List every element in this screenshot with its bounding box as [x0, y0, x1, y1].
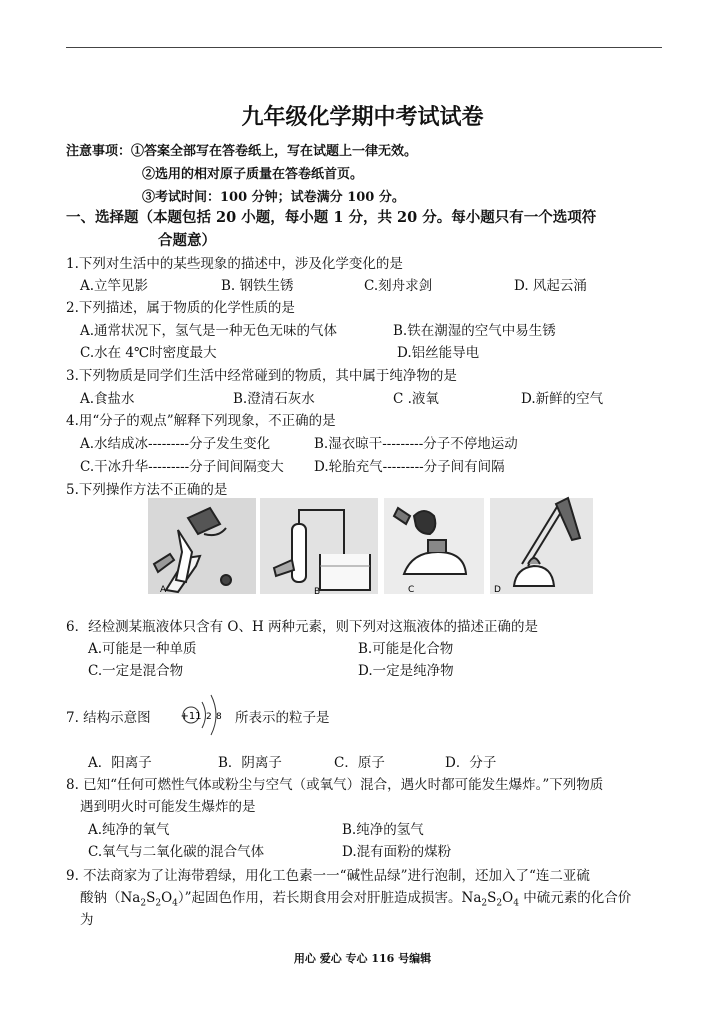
figure-c-label: C — [408, 585, 415, 595]
q6-option-c: C.一定是混合物 — [88, 663, 184, 679]
question-9-end: 为 — [80, 912, 94, 928]
q3-option-b: B.澄清石灰水 — [233, 391, 315, 407]
question-3: 3.下列物质是同学们生活中经常碰到的物质，其中属于纯净物的是 — [66, 368, 457, 384]
q4-option-b: B.湿衣晾干---------分子不停地运动 — [314, 436, 518, 452]
lab-operations-figure — [148, 494, 593, 598]
q7-option-b: B．阴离子 — [218, 755, 282, 771]
top-rule — [66, 47, 662, 48]
q8-option-a: A.纯净的氧气 — [88, 822, 170, 838]
q1-option-a: A.立竿见影 — [80, 278, 149, 294]
notice-line-1: 注意事项：①答案全部写在答卷纸上，写在试题上一律无效。 — [66, 144, 418, 159]
shell-2-electrons: 8 — [216, 712, 222, 722]
q8-option-b: B.纯净的氢气 — [342, 822, 424, 838]
q4-option-c: C.干冰升华---------分子间间隔变大 — [80, 459, 284, 475]
q6-option-b: B.可能是化合物 — [358, 641, 454, 657]
question-2: 2.下列描述，属于物质的化学性质的是 — [66, 300, 295, 316]
question-9: 9. 不法商家为了让海带碧绿，用化工色素一一“碱性品绿”进行泡制，还加入了“连二亚硫 — [66, 868, 590, 884]
q1-option-c: C.刻舟求剑 — [364, 278, 433, 294]
shell-1-electrons: 2 — [206, 712, 212, 722]
question-1: 1.下列对生活中的某些现象的描述中，涉及化学变化的是 — [66, 256, 403, 272]
section-heading-cont: 合题意） — [158, 232, 216, 249]
notice-line-2: ②选用的相对原子质量在答卷纸首页。 — [142, 167, 364, 182]
q3-option-d: D.新鲜的空气 — [521, 391, 604, 407]
question-8: 8. 已知“任何可燃性气体或粉尘与空气（或氧气）混合，遇火时都可能发生爆炸。”下列物质 — [66, 777, 604, 793]
q2-option-a: A.通常状况下，氢气是一种无色无味的气体 — [80, 323, 338, 339]
question-4: 4.用“分子的观点”解释下列现象，不正确的是 — [66, 413, 336, 429]
q3-option-a: A.食盐水 — [80, 391, 135, 407]
figure-d-label: D — [494, 585, 501, 595]
q3-option-c: C .液氧 — [393, 391, 439, 407]
section-heading: 一、选择题（本题包括 20 小题，每小题 1 分，共 20 分。每小题只有一个选项符 — [66, 209, 597, 226]
q2-option-b: B.铁在潮湿的空气中易生锈 — [393, 323, 556, 339]
figure-a-label: A — [160, 585, 167, 595]
page-title: 九年级化学期中考试试卷 — [241, 104, 484, 130]
notice-line-3: ③考试时间：100 分钟；试卷满分 100 分。 — [142, 190, 405, 205]
q7-option-c: C．原子 — [334, 755, 385, 771]
q1-option-b: B. 钢铁生锈 — [221, 278, 294, 294]
question-6: 6．经检测某瓶液体只含有 O、H 两种元素，则下列对这瓶液体的描述正确的是 — [66, 619, 539, 635]
q6-option-d: D.一定是纯净物 — [358, 663, 454, 679]
nucleus-charge: +11 — [180, 711, 202, 722]
atomic-structure-diagram — [178, 688, 228, 742]
q1-option-d: D. 风起云涌 — [514, 278, 587, 294]
question-7-suffix: 所表示的粒子是 — [235, 710, 330, 726]
q7-option-a: A．阳离子 — [88, 755, 152, 771]
question-8-cont: 遇到明火时可能发生爆炸的是 — [80, 799, 256, 815]
q2-option-d: D.铝丝能导电 — [397, 345, 480, 361]
question-7-prefix: 7. 结构示意图 — [66, 710, 151, 726]
q8-option-c: C.氧气与二氧化碳的混合气体 — [88, 844, 265, 860]
question-9-cont: 酸钠$(Na_2S_2O_4)$”起固色作用，若长期食用会对肝脏造成损害。$Na_2S_2O_4$ 中硫元素的化合价 — [80, 890, 632, 909]
q2-option-c: C.水在 4℃时密度最大 — [80, 345, 217, 361]
q6-option-a: A.可能是一种单质 — [88, 641, 197, 657]
q4-option-a: A.水结成冰---------分子发生变化 — [80, 436, 271, 452]
q8-option-d: D.混有面粉的煤粉 — [342, 844, 452, 860]
figure-b-label: B — [314, 587, 321, 597]
q7-option-d: D．分子 — [445, 755, 497, 771]
q4-option-d: D.轮胎充气---------分子间有间隔 — [314, 459, 505, 475]
page-footer: 用心 爱心 专心 116 号编辑 — [293, 952, 432, 965]
question-5: 5.下列操作方法不正确的是 — [66, 482, 228, 498]
